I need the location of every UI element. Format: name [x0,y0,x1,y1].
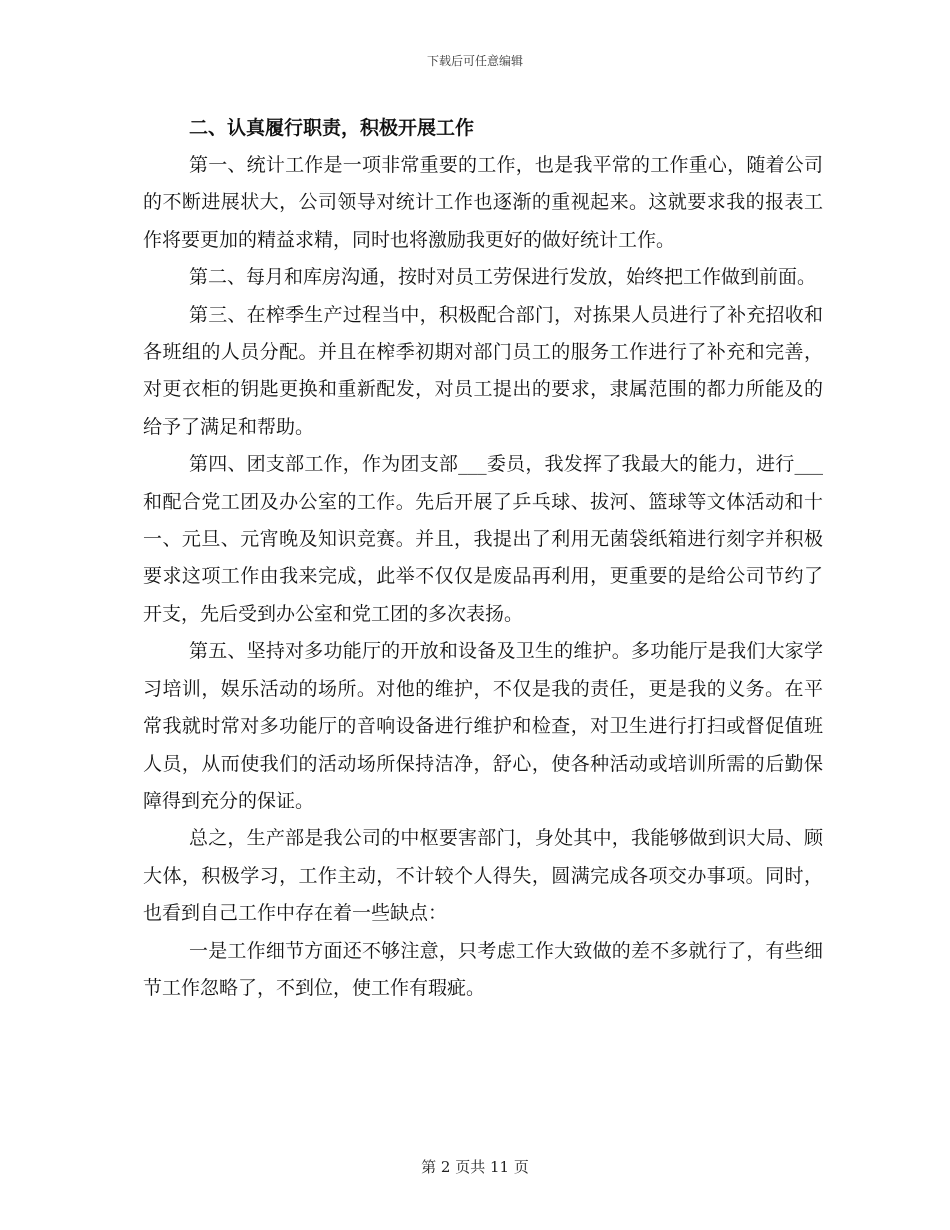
page-header: 下载后可任意编辑 [426,54,523,68]
paragraph-pressing-season: 第三、在榨季生产过程当中，积极配合部门，对拣果人员进行了补充招收和各班组的人员分配。并且在榨季初期对部门员工的服务工作进行了补充和完善，对更衣柜的钥匙更换和重新配发，对员工提出的要求，隶属范围的都力所能及的给予了满足和帮助。 [143,303,823,438]
page-number-footer: 第 2 页共 11 页 [421,1158,529,1176]
document-body [143,110,823,1007]
paragraph-labor-protection: 第二、每月和库房沟通，按时对员工劳保进行发放，始终把工作做到前面。 [189,266,817,289]
paragraph-statistics: 第一、统计工作是一项非常重要的工作，也是我平常的工作重心，随着公司的不断进展状大，公司领导对统计工作也逐渐的重视起来。这就要求我的报表工作将要更加的精益求精，同时也将激励我更好的做好统计工作。 [143,154,823,251]
paragraph-multifunction-hall: 第五、坚持对多功能厅的开放和设备及卫生的维护。多功能厅是我们大家学习培训，娱乐活动的场所。对他的维护，不仅是我的责任，更是我的义务。在平常我就时常对多功能厅的音响设备进行维护和检查，对卫生进行打扫或督促值班人员，从而使我们的活动场所保持洁净，舒心，使各种活动或培训所需的后勤保障得到充分的保证。 [143,640,823,812]
paragraph-shortcoming-one: 一是工作细节方面还不够注意，只考虑工作大致做的差不多就行了，有些细节工作忽略了，不到位，使工作有瑕疵。 [143,939,823,999]
paragraph-summary: 总之，生产部是我公司的中枢要害部门，身处其中，我能够做到识大局、顾大体，积极学习，工作主动，不计较个人得失，圆满完成各项交办事项。同时，也看到自己工作中存在着一些缺点： [143,827,823,925]
paragraph-youth-league: 第四、团支部工作，作为团支部___委员，我发挥了我最大的能力，进行___和配合党工团及办公室的工作。先后开展了乒乓球、拔河、篮球等文体活动和十一、元旦、元宵晚及知识竞赛。并且，我提出了利用无菌袋纸箱进行刻字并积极要求这项工作由我来完成，此举不仅仅是废品再利用，更重要的是给公司节约了开支，先后受到办公室和党工团的多次表扬。 [143,453,823,625]
section-heading: 二、认真履行职责，积极开展工作 [189,117,475,139]
